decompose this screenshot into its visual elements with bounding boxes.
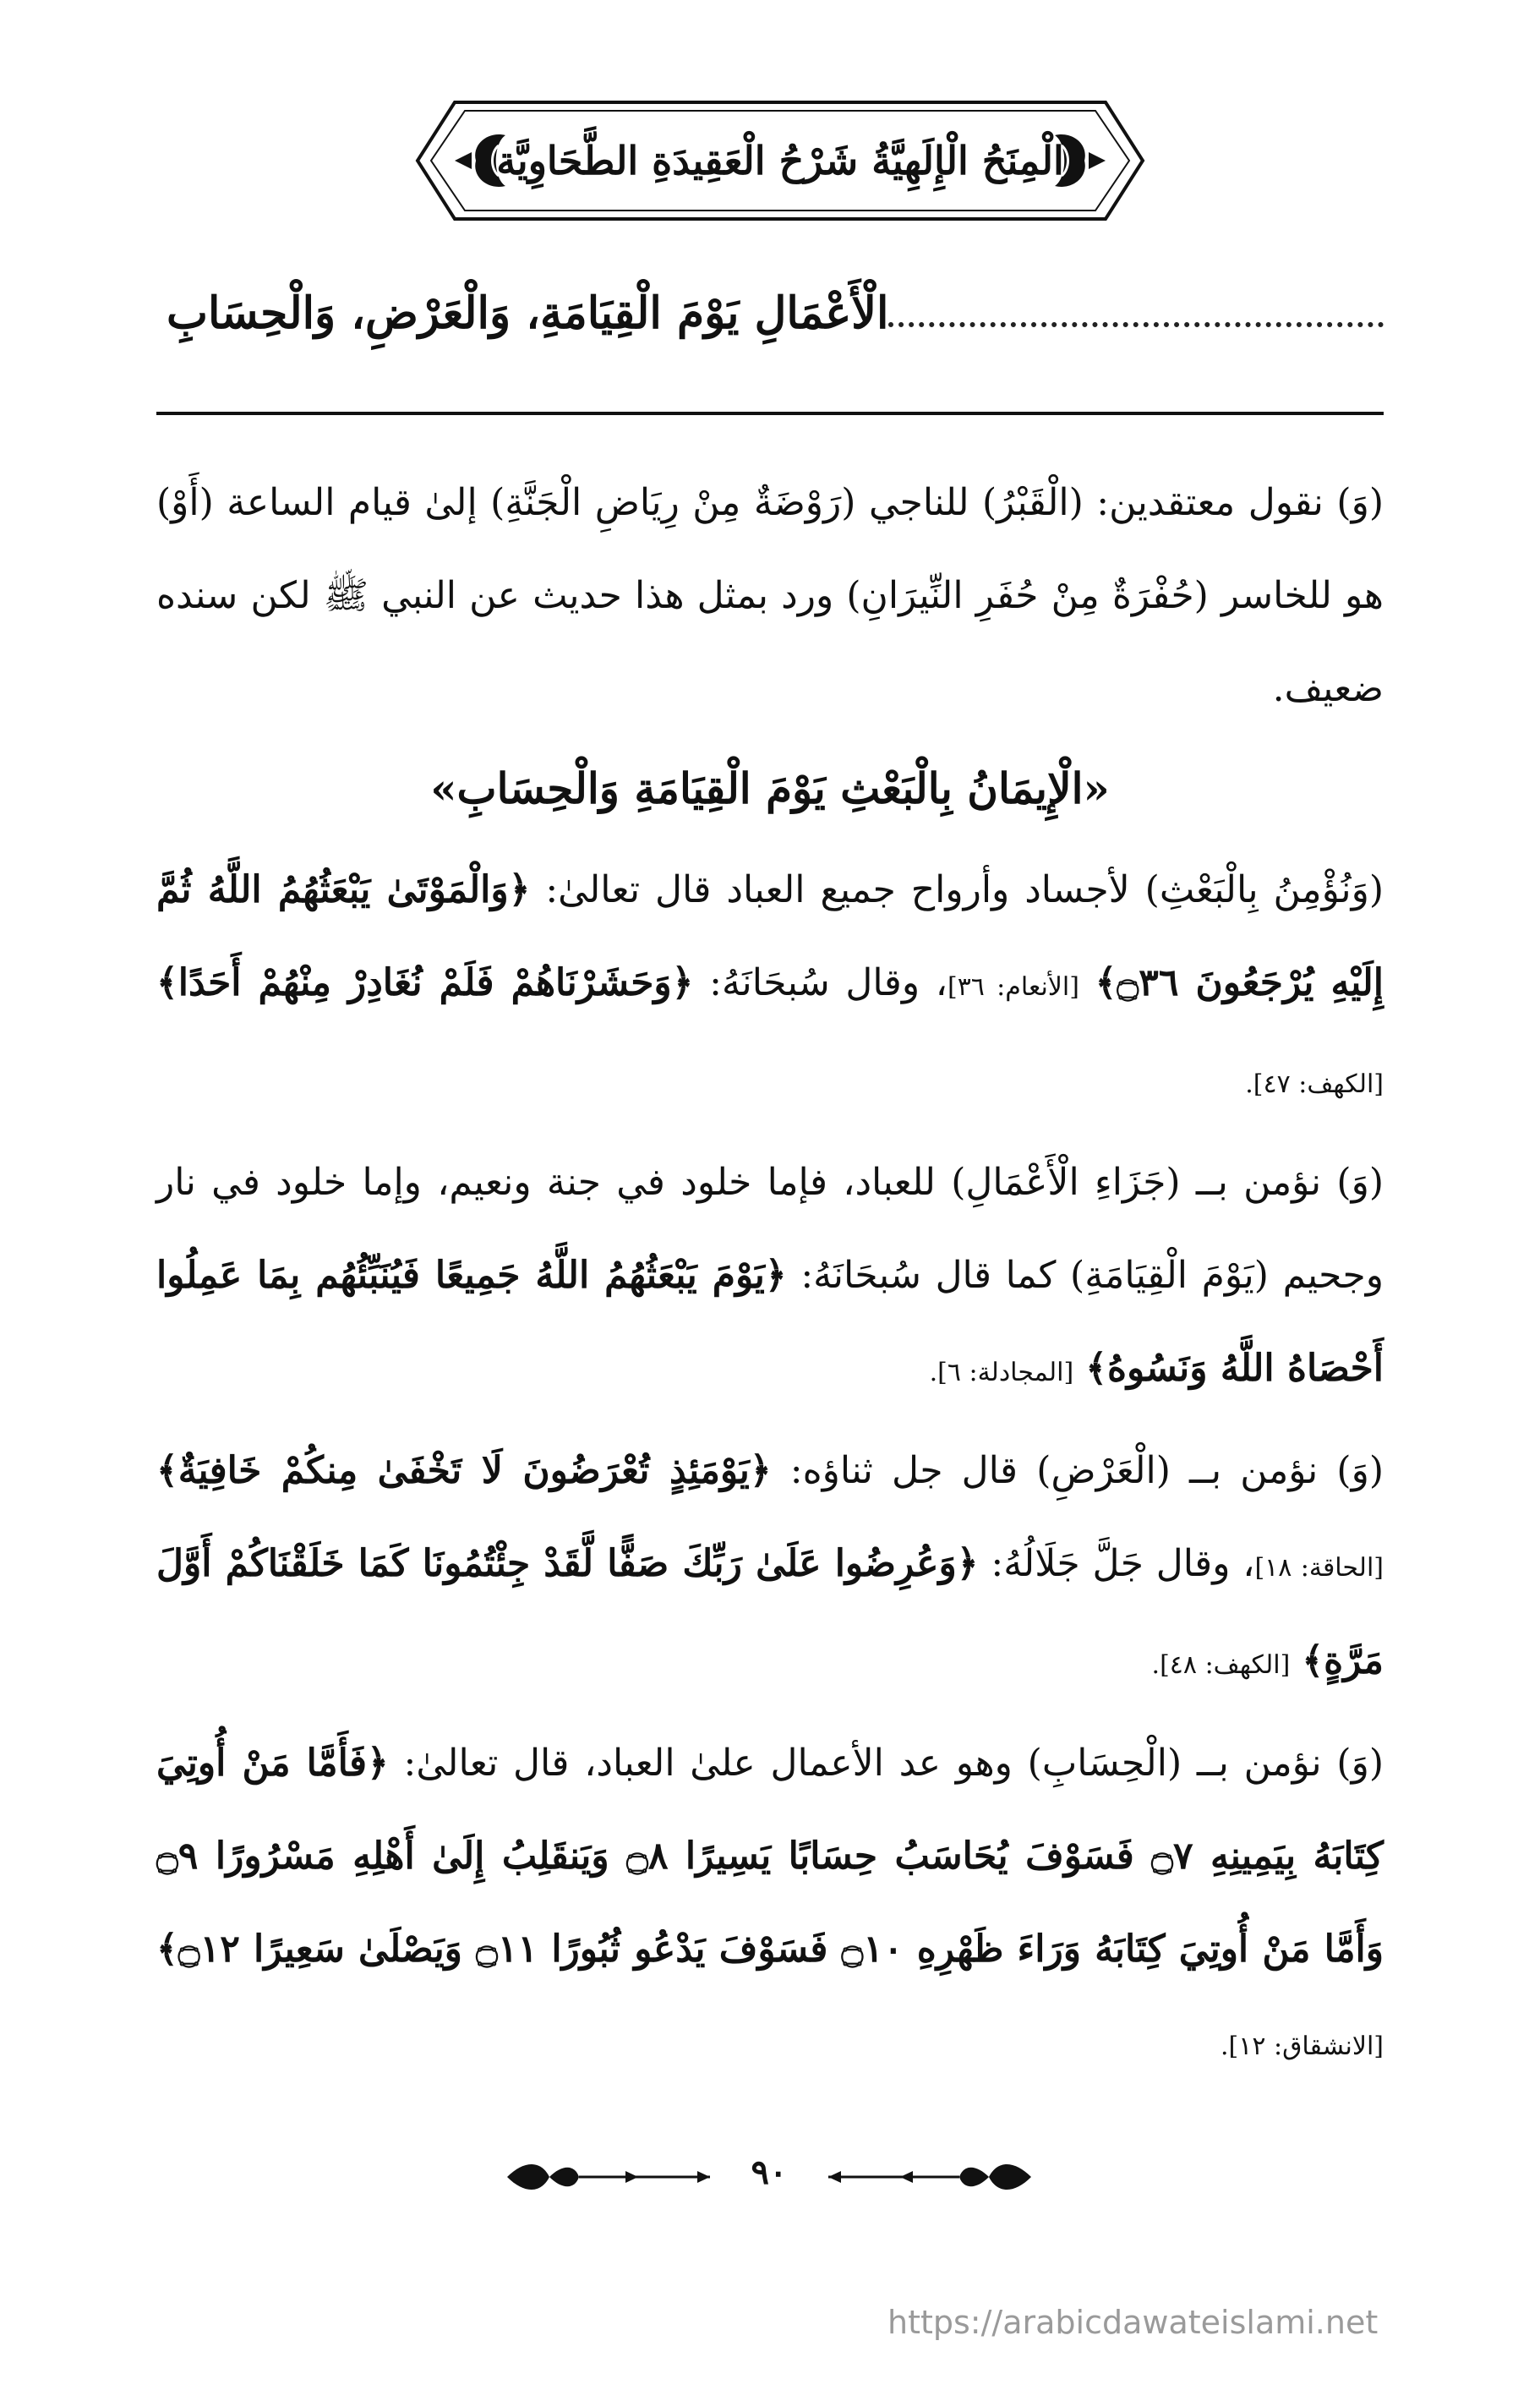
body-text <box>156 457 1384 2098</box>
quran-verse: ﴿وَعُرِضُوا عَلَىٰ رَبِّكَ صَفًّا لَّقَدْ جِئْتُمُونَا كَمَا خَلَقْنَاكُمْ أَوَّلَ مَرَّةٍ﴾ <box>156 1542 1384 1682</box>
verse-reference: [الحاقة: ١٨] <box>1254 1553 1384 1583</box>
page-number: ٩٠ <box>751 2152 788 2192</box>
section-heading: «الْإِيمَانُ بِالْبَعْثِ يَوْمَ الْقِيَامَةِ وَالْحِسَابِ» <box>430 763 1110 813</box>
paragraph-text: (وَ) نؤمن بــ (الْعَرْضِ) قال جل ثناؤه: <box>771 1449 1384 1492</box>
horizontal-rule <box>156 412 1384 415</box>
chapter-heading-line <box>156 279 1384 347</box>
running-header <box>412 97 1148 224</box>
quran-verse: ﴿وَحَشَرْنَاهُمْ فَلَمْ نُغَادِرْ مِنْهُمْ أَحَدًا﴾ <box>156 961 694 1004</box>
quran-verse: ﴿يَوْمَ يَبْعَثُهُمُ اللَّهُ جَمِيعًا فَيُنَبِّئُهُم بِمَا عَمِلُوا أَحْصَاهُ اللَّهُ وَنَسُوهُ﴾ <box>156 1254 1384 1390</box>
paragraph-text: (وَ) نؤمن بــ (الْحِسَابِ) وهو عد الأعمال علىٰ العباد، قال تعالىٰ: <box>388 1742 1384 1785</box>
paragraph-text: (وَنُؤْمِنُ بِالْبَعْثِ) لأجساد وأرواح جميع العباد قال تعالىٰ: <box>530 868 1384 911</box>
paragraph-text: (وَ) نقول معتقدين: (الْقَبْرُ) للناجي (رَوْضَةٌ مِنْ رِيَاضِ الْجَنَّةِ) إلىٰ قيام الساعة (أَوْ) هو للخاسر (حُفْرَةٌ مِنْ حُفَرِ النِّيرَانِ) ورد بمثل هذا حديث عن النبي ﷺ لكن سنده ضعيف. <box>156 481 1384 710</box>
book-title: الْمِنَحُ الْإِلَهِيَّةُ شَرْحُ الْعَقِيدَةِ الطَّحَاوِيَّة <box>496 138 1064 183</box>
quran-verse: ﴿يَوْمَئِذٍ تُعْرَضُونَ لَا تَخْفَىٰ مِنكُمْ خَافِيَةٌ﴾ <box>156 1449 772 1492</box>
verse-reference: [الأنعام: ٣٦] <box>947 972 1079 1002</box>
leader-dots <box>888 322 1384 327</box>
paragraph-text: ، وقال جَلَّ جَلَالُهُ: <box>978 1542 1255 1585</box>
quran-verse: ﴿وَالْمَوْتَىٰ يَبْعَثُهُمُ اللَّهُ ثُمَّ إِلَيْهِ يُرْجَعُونَ ۝٣٦﴾ <box>156 868 1384 1004</box>
watermark-url: https://arabicdawateislami.net <box>887 2304 1379 2341</box>
verse-reference: [الكهف: ٤٨]. <box>1151 1650 1291 1680</box>
paragraph-resurrection <box>156 844 1384 1131</box>
paragraph-grave <box>156 457 1384 736</box>
paragraph-text: (وَ) نؤمن بــ (جَزَاءِ الْأَعْمَالِ) للعباد، فإما خلود في جنة ونعيم، وإما خلود في نار وجحيم (يَوْمَ الْقِيَامَةِ) كما قال سُبحَانَهُ: <box>156 1161 1384 1297</box>
verse-reference: [الكهف: ٤٧]. <box>1245 1069 1384 1099</box>
chapter-title: الْأَعْمَالِ يَوْمَ الْقِيَامَةِ، وَالْعَرْضِ، وَالْحِسَابِ <box>167 287 889 339</box>
verse-reference: [المجادلة: ٦]. <box>929 1358 1074 1387</box>
page-footer <box>499 2147 1040 2207</box>
paragraph-recompense <box>156 1136 1384 1419</box>
paragraph-presentation <box>156 1425 1384 1712</box>
verse-reference: [الانشقاق: ١٢]. <box>1221 2032 1384 2061</box>
paragraph-reckoning <box>156 1717 1384 2093</box>
paragraph-text: ، وقال سُبحَانَهُ: <box>693 961 947 1004</box>
quran-verse: ﴿فَأَمَّا مَنْ أُوتِيَ كِتَابَهُ بِيَمِينِهِ ۝٧ فَسَوْفَ يُحَاسَبُ حِسَابًا يَسِيرًا ۝٨ وَيَنقَلِبُ إِلَىٰ أَهْلِهِ مَسْرُورًا ۝٩ وَأَمَّا مَنْ أُوتِيَ كِتَابَهُ وَرَاءَ ظَهْرِهِ ۝١٠ فَسَوْفَ يَدْعُو ثُبُورًا ۝١١ وَيَصْلَىٰ سَعِيرًا ۝١٢﴾ <box>156 1742 1384 1971</box>
